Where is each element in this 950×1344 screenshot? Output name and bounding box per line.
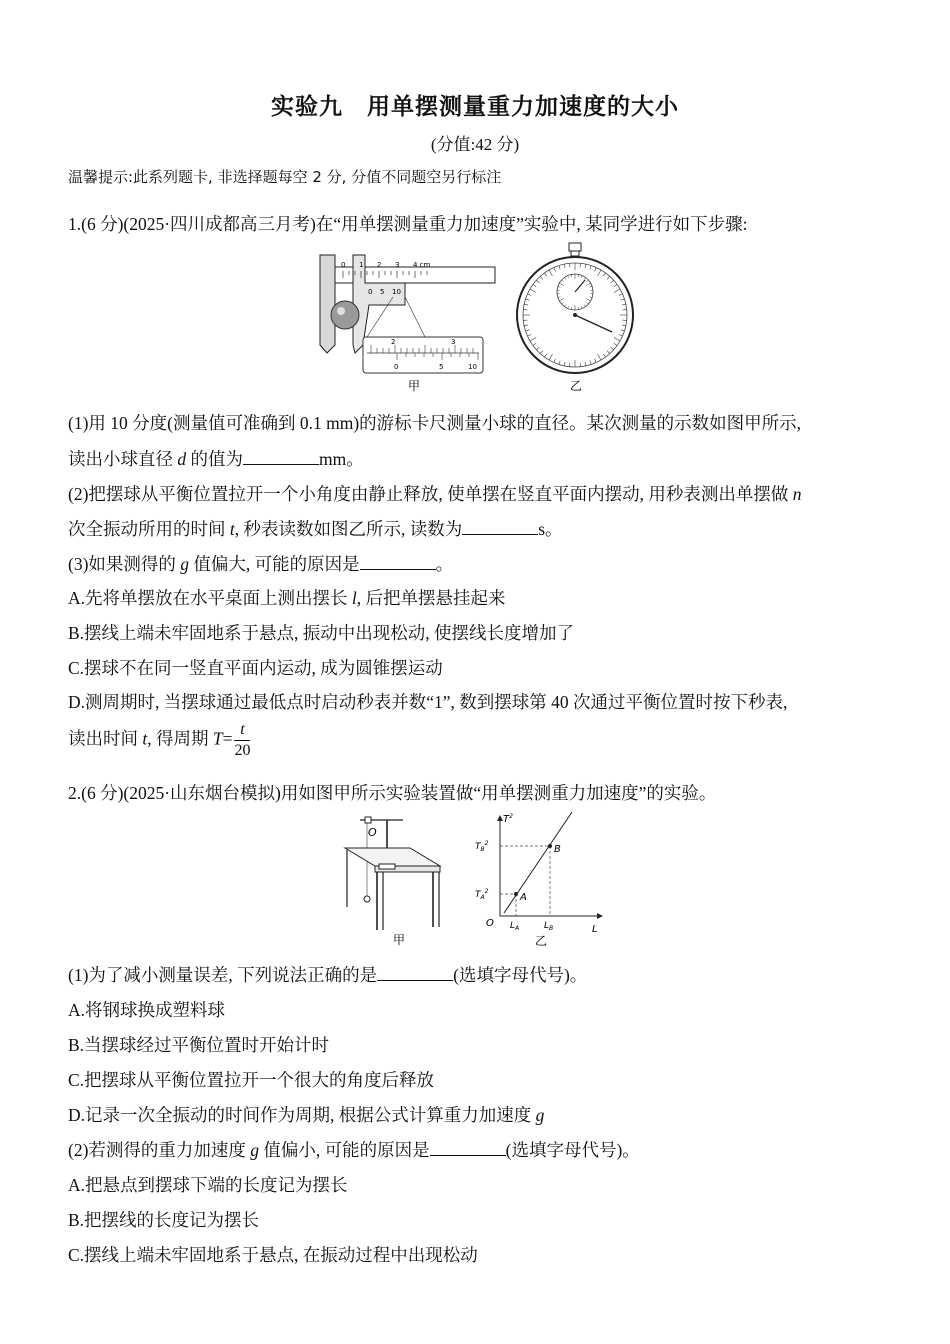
fit-line xyxy=(504,812,572,913)
apparatus-label-jia: 甲 xyxy=(393,933,406,947)
zoom-main-2: 2 xyxy=(391,338,396,346)
q1-option-d-line2 xyxy=(68,722,250,759)
ball xyxy=(331,301,359,329)
q1-part3 xyxy=(68,551,453,576)
q1-part1-line2 xyxy=(68,446,364,471)
point-a-label: A xyxy=(520,892,527,903)
zoom-main-3: 3 xyxy=(451,338,456,346)
answer-blank-time[interactable] xyxy=(462,520,538,535)
q2-option1-d-text: D.记录一次全振动的时间作为周期, 根据公式计算重力加速度 xyxy=(68,1105,536,1125)
zoom-vernier-10: 10 xyxy=(468,363,477,371)
vernier-tick-0: 0 xyxy=(368,288,373,296)
ta-label: $T_A^2$ xyxy=(475,888,489,901)
q1-part2-text-c: , 秒表读数如图乙所示, 读数为 xyxy=(234,519,463,539)
answer-blank-diameter[interactable] xyxy=(243,450,319,465)
var-T: T xyxy=(212,728,223,749)
main-tick-3: 3 xyxy=(395,261,400,269)
origin-label: O xyxy=(486,918,494,929)
q2-part2-text-b: 值偏小, 可能的原因是 xyxy=(259,1140,430,1160)
hint-text: 温馨提示:此系列题卡, 非选择题每空 2 分, 分值不同题空另行标注 xyxy=(68,168,502,186)
point-a xyxy=(514,892,518,896)
q1-option-d-text-a: 读出时间 xyxy=(68,728,143,749)
point-b xyxy=(548,844,552,848)
q1-part1-text-b: 的值为 xyxy=(186,449,243,469)
var-n: n xyxy=(792,484,802,504)
vernier-tick-5: 5 xyxy=(380,288,385,296)
var-t: t xyxy=(229,519,235,539)
lb-label: $L_B$ xyxy=(544,921,554,932)
x-axis-label: L xyxy=(592,924,598,935)
fraction-numerator: t xyxy=(234,722,250,741)
q2-option1-b: B.当摆球经过平衡位置时开始计时 xyxy=(68,1035,330,1055)
unit-mm: mm。 xyxy=(319,449,364,469)
caliper-beam xyxy=(320,267,495,283)
q1-option-c: C.摆球不在同一竖直平面内运动, 成为圆锥摆运动 xyxy=(68,658,443,678)
q2-part1-text-a: (1)为了减小测量误差, 下列说法正确的是 xyxy=(68,965,378,985)
stopwatch-stem xyxy=(571,251,579,256)
stand-base xyxy=(379,864,395,869)
answer-blank-q2-1[interactable] xyxy=(377,966,453,981)
y-axis-label: $T^2$ xyxy=(503,813,513,825)
var-l: l xyxy=(351,588,357,608)
q1-part3-text-b: 值偏大, 可能的原因是 xyxy=(189,554,360,574)
q2-part1 xyxy=(68,962,587,987)
zoom-vernier-0: 0 xyxy=(394,363,399,371)
q1-part3-text-a: (3)如果测得的 xyxy=(68,554,181,574)
q1-part2-line2 xyxy=(68,516,563,541)
la-label: $L_A$ xyxy=(510,921,520,932)
var-d: d xyxy=(177,449,187,469)
clamp-head xyxy=(365,817,371,823)
stopwatch-button xyxy=(569,243,581,251)
unit-s: s。 xyxy=(538,519,563,539)
var-g: g xyxy=(180,554,190,574)
q2-part2-text-c: (选填字母代号)。 xyxy=(505,1140,640,1160)
point-b-label: B xyxy=(554,844,561,855)
main-tick-4: 4 cm xyxy=(413,261,431,269)
apparatus-figure xyxy=(335,812,455,947)
q2-part1-text-b: (选填字母代号)。 xyxy=(453,965,588,985)
q1-option-a-text-b: , 后把单摆悬挂起来 xyxy=(356,588,506,608)
fraction-t-over-20 xyxy=(234,722,250,759)
q1-option-d-text-b: , 得周期 xyxy=(147,728,213,749)
q1-part2-line1 xyxy=(68,481,802,506)
equals-sign: = xyxy=(222,728,233,749)
ball-highlight xyxy=(337,307,345,315)
q1-part1-text-a: 读出小球直径 xyxy=(68,449,178,469)
q1-part2-text-a: (2)把摆球从平衡位置拉开一个小角度由静止释放, 使单摆在竖直平面内摆动, 用秒表测出单摆做 xyxy=(68,484,793,504)
main-tick-2: 2 xyxy=(377,261,382,269)
answer-blank-q2-2[interactable] xyxy=(430,1141,506,1156)
score-subtitle: (分值:42 分) xyxy=(430,135,520,154)
q2-option1-a: A.将钢球换成塑料球 xyxy=(68,1000,226,1020)
q2-option2-b: B.把摆线的长度记为摆长 xyxy=(68,1210,260,1230)
zoom-line-right xyxy=(405,297,425,337)
q1-stem: 1.(6 分)(2025·四川成都高三月考)在“用单摆测量重力加速度”实验中, 某同学进行如下步骤: xyxy=(68,214,748,234)
figure-label-yi: 乙 xyxy=(570,379,583,393)
main-tick-1: 1 xyxy=(359,261,364,269)
q1-option-d-line1: D.测周期时, 当摆球通过最低点时启动秒表并数“1”, 数到摆球第 40 次通过平衡位置时按下秒表, xyxy=(68,692,788,712)
q2-option1-c: C.把摆球从平衡位置拉开一个很大的角度后释放 xyxy=(68,1070,435,1090)
vernier-tick-10: 10 xyxy=(392,288,401,296)
q2-part2 xyxy=(68,1137,640,1162)
var-g-3: g xyxy=(250,1140,260,1160)
q1-part1-line1: (1)用 10 分度(测量值可准确到 0.1 mm)的游标卡尺测量小球的直径。某次测量的示数如图甲所示, xyxy=(68,413,802,433)
zoom-vernier-5: 5 xyxy=(439,363,444,371)
q1-option-b: B.摆线上端未牢固地系于悬点, 振动中出现松动, 使摆线长度增加了 xyxy=(68,623,575,643)
table-top xyxy=(345,848,440,866)
q1-option-a-text-a: A.先将单摆放在水平桌面上测出摆长 xyxy=(68,588,352,608)
graph-label-yi: 乙 xyxy=(535,934,548,948)
answer-blank-reason[interactable] xyxy=(360,555,436,570)
var-g-2: g xyxy=(535,1105,545,1125)
figure-label-jia: 甲 xyxy=(408,379,421,393)
q2-option1-d xyxy=(68,1102,544,1127)
t2-l-graph xyxy=(470,808,610,948)
fraction-denominator: 20 xyxy=(234,742,251,759)
q2-stem: 2.(6 分)(2025·山东烟台模拟)用如图甲所示实验装置做“用单摆测重力加速度”的实验。 xyxy=(68,783,717,803)
q2-option2-a: A.把悬点到摆球下端的长度记为摆长 xyxy=(68,1175,348,1195)
q2-part2-text-a: (2)若测得的重力加速度 xyxy=(68,1140,251,1160)
var-t-2: t xyxy=(142,728,148,749)
dial-center xyxy=(573,313,577,317)
q1-part2-text-b: 次全振动所用的时间 xyxy=(68,519,230,539)
tb-label: $T_B^2$ xyxy=(475,840,489,853)
q1-part3-period: 。 xyxy=(435,554,454,574)
page-title: 实验九 用单摆测量重力加速度的大小 xyxy=(271,94,679,120)
q1-option-a xyxy=(68,585,506,610)
pendulum-bob xyxy=(364,896,370,902)
pivot-label-o: O xyxy=(368,826,377,839)
caliper-figure xyxy=(305,245,505,395)
caliper-fixed-jaw xyxy=(320,255,335,353)
zoom-box xyxy=(363,337,483,373)
q2-option2-c: C.摆线上端未牢固地系于悬点, 在振动过程中出现松动 xyxy=(68,1245,478,1265)
stopwatch-figure xyxy=(510,240,640,395)
main-tick-0: 0 xyxy=(341,261,346,269)
